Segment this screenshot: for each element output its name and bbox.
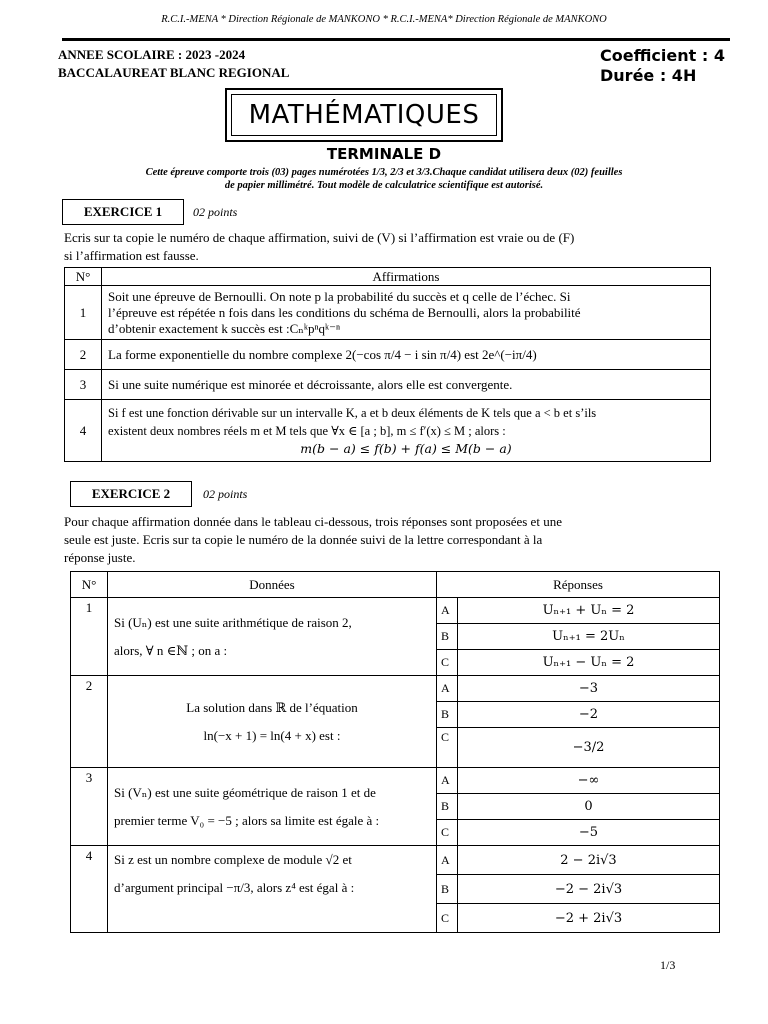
header-right [600, 46, 725, 86]
table-header-row [65, 268, 711, 286]
table-row [71, 768, 720, 794]
affirmation-text [102, 400, 711, 462]
answer-letter: B [437, 702, 458, 728]
data-line: premier terme V₀ = −5 ; alors sa limite est égale à : [114, 812, 380, 828]
row-number: 2 [71, 676, 108, 768]
data-line: Si z est un nombre complexe de module √2 et [114, 852, 352, 867]
intro-line-1: Cette épreuve comporte trois (03) pages numérotées 1/3, 2/3 et 3/3.Chaque candidat utilisera deux (02) feuilles [145, 167, 623, 178]
answer-value: −3 [458, 676, 720, 702]
answer-letter: C [437, 904, 458, 933]
col-responses-header: Réponses [437, 572, 720, 598]
exercise-1-points: 02 points [193, 205, 238, 219]
exercise-2-label: EXERCICE 2 [70, 481, 192, 507]
exercise-2-instruction [64, 513, 714, 567]
row-number: 1 [71, 598, 108, 676]
answer-value: −2 [458, 702, 720, 728]
answer-value: −5 [458, 820, 720, 846]
table-row [71, 676, 720, 702]
row-number: 4 [71, 846, 108, 933]
col-data-header: Données [108, 572, 437, 598]
answer-value: −2 + 2i√3 [458, 904, 720, 933]
affirmation-line: d’obtenir exactement k succès est :Cₙᵏpⁿqᵏ⁻ⁿ [108, 320, 341, 336]
row-number: 1 [65, 286, 102, 340]
row-number: 3 [65, 370, 102, 400]
table-row [71, 598, 720, 624]
level-title: TERMINALE D [326, 145, 442, 163]
answer-value: Uₙ₊₁ + Uₙ = 2 [458, 598, 720, 624]
data-cell [108, 768, 437, 846]
answer-letter: B [437, 624, 458, 650]
data-cell [108, 846, 437, 933]
school-year: ANNEE SCOLAIRE : 2023 -2024 [58, 47, 246, 62]
answer-letter: C [437, 728, 458, 768]
data-line: Si (Vₙ) est une suite géométrique de raison 1 et de [114, 784, 376, 800]
intro-line-2: de papier millimétré. Tout modèle de calculatrice scientifique est autorisé. [224, 180, 544, 191]
exam-intro [70, 166, 698, 192]
subject-title: MATHÉMATIQUES [231, 94, 497, 136]
ex1-instruction-line-2: si l’affirmation est fausse. [64, 248, 199, 263]
table-row [65, 370, 711, 400]
data-line: La solution dans ℝ de l’équation [186, 699, 358, 715]
exercise-2-table [70, 571, 720, 933]
exercise-2-points: 02 points [203, 487, 248, 501]
coefficient: Coefficient : 4 [600, 46, 725, 65]
affirmation-line: existent deux nombres réels m et M tels que ∀x ∈ [a ; b], m ≤ f′(x) ≤ M ; alors : [108, 423, 506, 438]
table-row [65, 340, 711, 370]
answer-value: −2 − 2i√3 [458, 875, 720, 904]
exercise-1-label: EXERCICE 1 [62, 199, 184, 225]
ex1-instruction-line-1: Ecris sur ta copie le numéro de chaque affirmation, suivi de (V) si l’affirmation est vraie ou de (F) [64, 230, 575, 245]
table-row [65, 400, 711, 462]
answer-value: Uₙ₊₁ = 2Uₙ [458, 624, 720, 650]
data-line: ln(−x + 1) = ln(4 + x) est : [203, 727, 341, 743]
affirmation-line: Soit une épreuve de Bernoulli. On note p la probabilité du succès et q celle de l’échec. Si [108, 288, 571, 304]
answer-letter: C [437, 650, 458, 676]
answer-value: Uₙ₊₁ − Uₙ = 2 [458, 650, 720, 676]
affirmation-text [102, 286, 711, 340]
ex2-instruction-line-3: réponse juste. [64, 550, 136, 565]
exam-name: BACCALAUREAT BLANC REGIONAL [58, 65, 290, 80]
affirmation-line: Si f est une fonction dérivable sur un intervalle K, a et b deux éléments de K tels que a < b et s’ils [108, 405, 597, 420]
affirmation-text: Si une suite numérique est minorée et décroissante, alors elle est convergente. [102, 370, 711, 400]
data-line: d’argument principal −π/3, alors z⁴ est égal à : [114, 880, 355, 895]
answer-value: −∞ [458, 768, 720, 794]
row-number: 2 [65, 340, 102, 370]
header-rule [62, 38, 730, 41]
table-row [71, 846, 720, 875]
duration: Durée : 4H [600, 66, 697, 85]
data-line: alors, ∀ n ∈ℕ ; on a : [114, 642, 228, 658]
answer-letter: A [437, 768, 458, 794]
table-header-row [71, 572, 720, 598]
data-cell [108, 676, 437, 768]
answer-letter: A [437, 676, 458, 702]
affirmation-formula: m(b − a) ≤ f(b) + f(a) ≤ M(b − a) [300, 440, 512, 456]
col-num-header: N° [71, 572, 108, 598]
col-affirmations-header: Affirmations [102, 268, 711, 286]
subject-title-box [225, 88, 503, 142]
answer-letter: B [437, 875, 458, 904]
answer-letter: C [437, 820, 458, 846]
exercise-1-table [64, 267, 711, 462]
answer-value: 2 − 2i√3 [458, 846, 720, 875]
answer-letter: A [437, 846, 458, 875]
data-line: Si (Uₙ) est une suite arithmétique de raison 2, [114, 614, 352, 630]
ex2-instruction-line-1: Pour chaque affirmation donnée dans le tableau ci-dessous, trois réponses sont proposées et une [64, 514, 562, 529]
ex2-instruction-line-2: seule est juste. Ecris sur ta copie le numéro de la donnée suivi de la lettre correspondant à la [64, 532, 543, 547]
answer-value: −3/2 [458, 728, 720, 768]
row-number: 4 [65, 400, 102, 462]
answer-letter: B [437, 794, 458, 820]
header-top-line: R.C.I.-MENA * Direction Régionale de MANKONO * R.C.I.-MENA* Direction Régionale de MANKONO [161, 14, 607, 25]
table-row [65, 286, 711, 340]
header-left [58, 46, 289, 82]
data-cell [108, 598, 437, 676]
col-num-header: N° [65, 268, 102, 286]
answer-value: 0 [458, 794, 720, 820]
row-number: 3 [71, 768, 108, 846]
exercise-1-instruction [64, 229, 714, 265]
affirmation-line: l’épreuve est répétée n fois dans les conditions du schéma de Bernoulli, alors la probabilité [108, 304, 581, 320]
answer-letter: A [437, 598, 458, 624]
affirmation-text: La forme exponentielle du nombre complexe 2(−cos π/4 − i sin π/4) est 2e^(−iπ/4) [102, 340, 711, 370]
page-number: 1/3 [660, 958, 676, 972]
